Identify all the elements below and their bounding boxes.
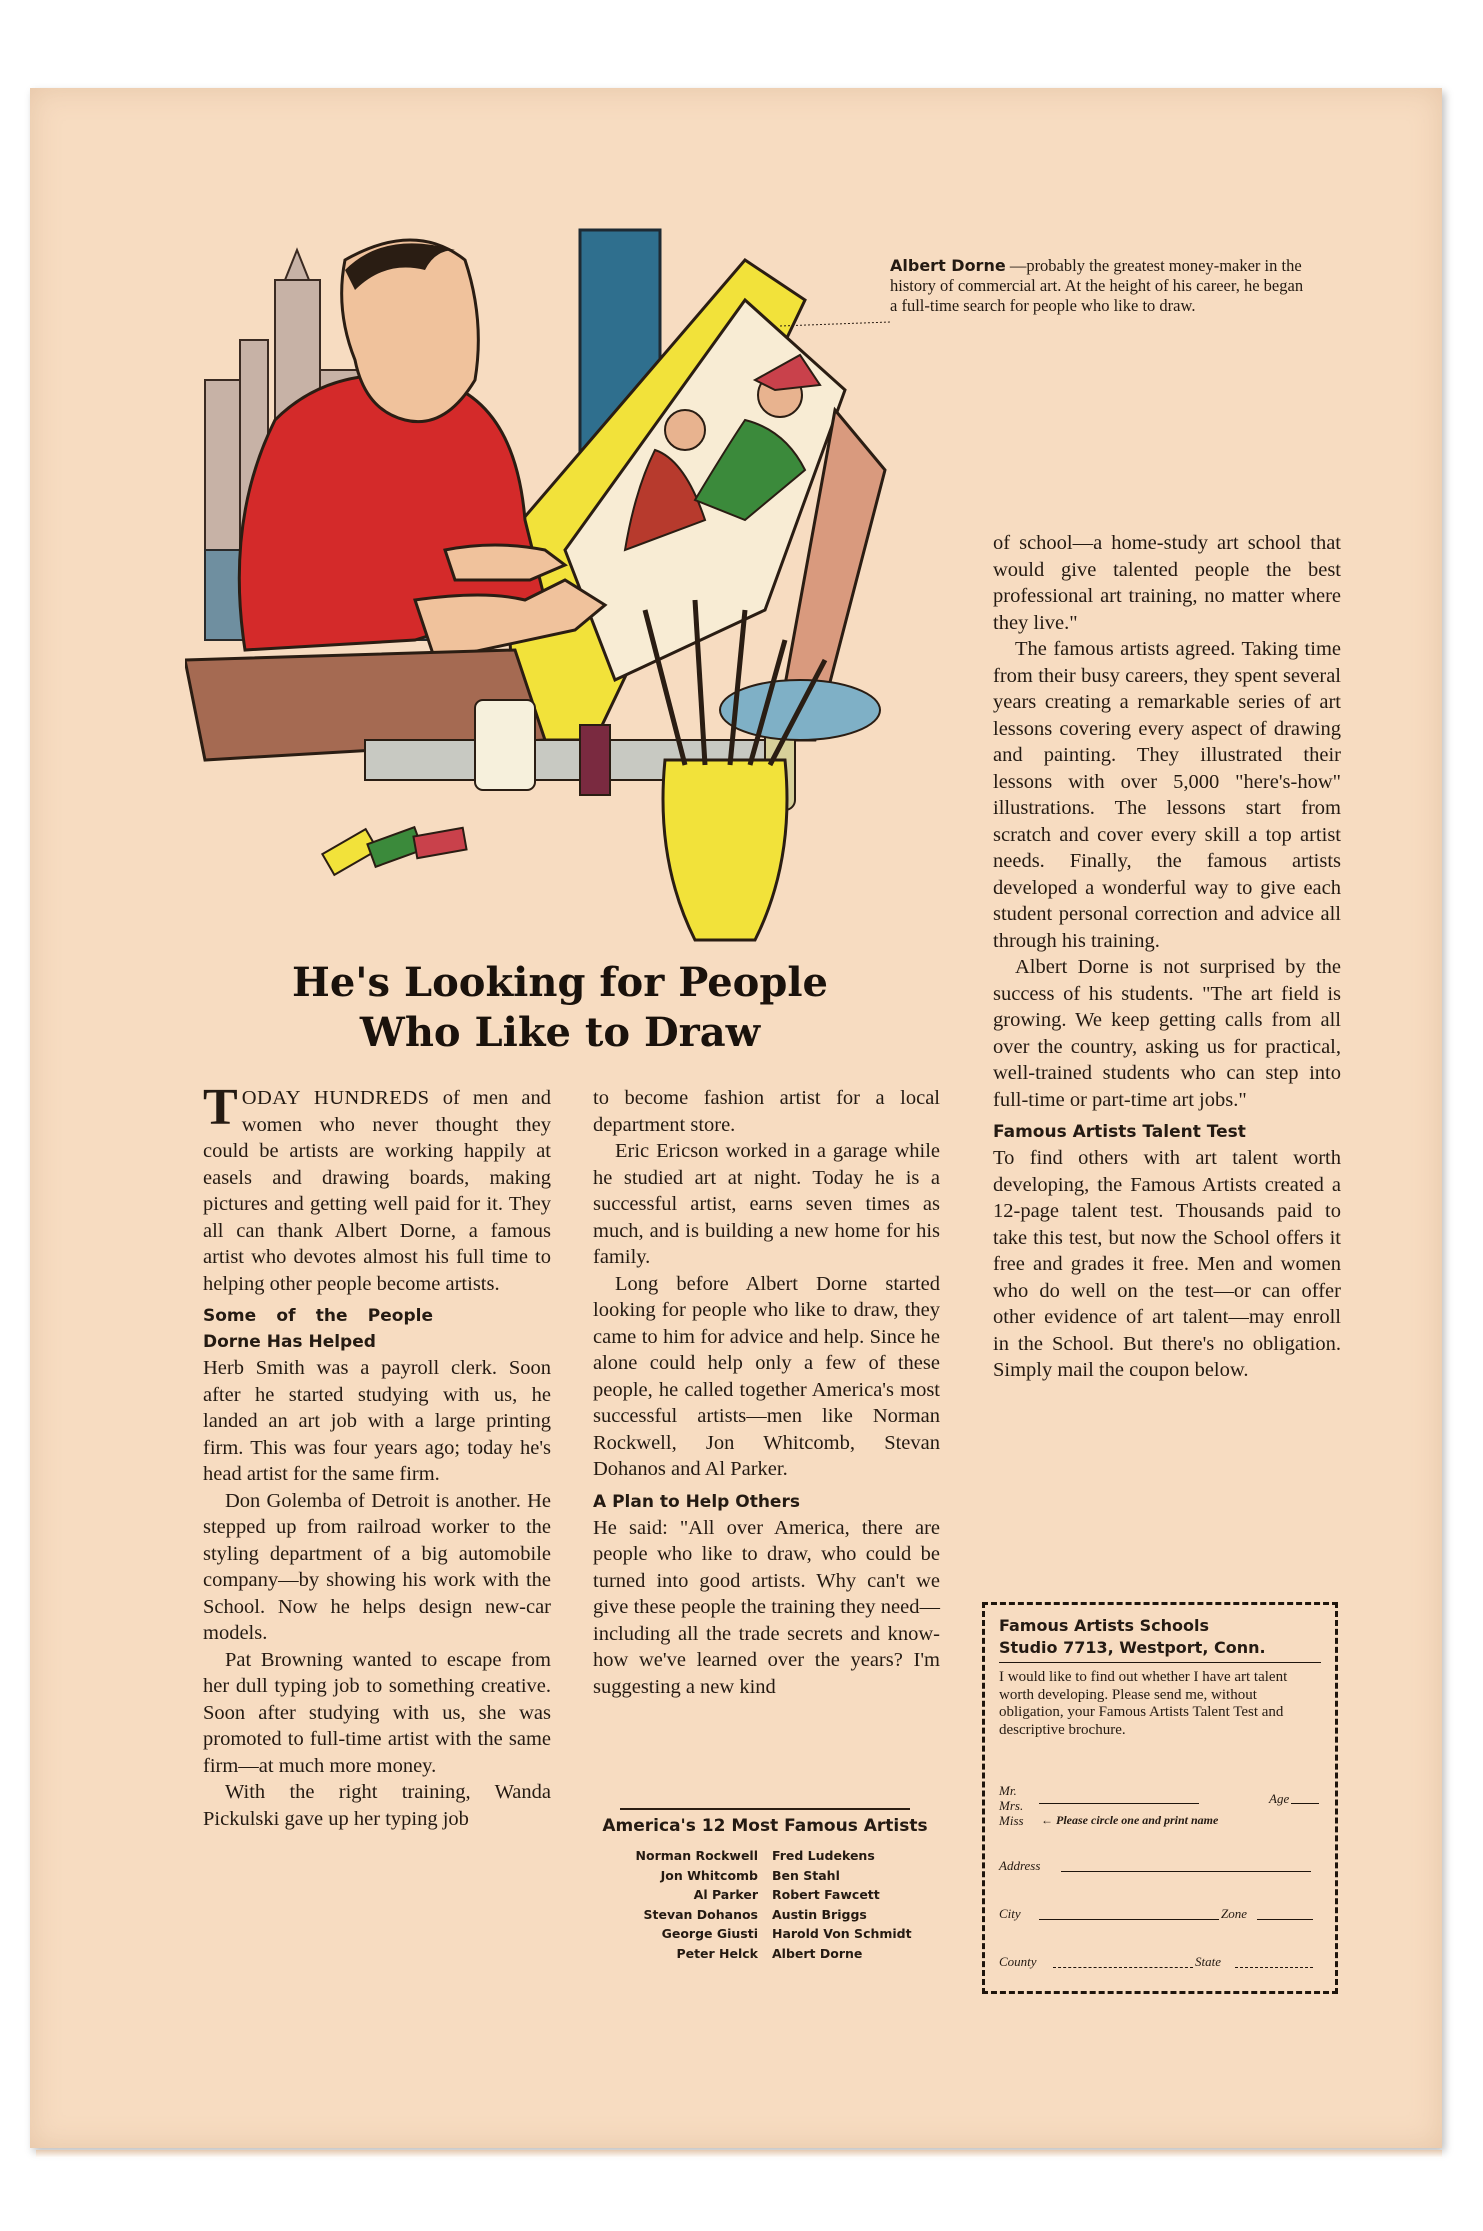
artist-name: Austin Briggs bbox=[772, 1906, 867, 1922]
artist-name: Ben Stahl bbox=[772, 1867, 840, 1883]
artists-title: America's 12 Most Famous Artists bbox=[602, 1816, 928, 1836]
headline bbox=[240, 958, 880, 1058]
artist-name: Stevan Dohanos bbox=[643, 1906, 758, 1922]
col2-paragraph-1: to become fashion artist for a local department store. bbox=[593, 1087, 940, 1136]
artist-name: Albert Dorne bbox=[772, 1945, 863, 1961]
col1-paragraph-2: Herb Smith was a payroll clerk. Soon after he started studying with us, he landed an art job with a large printing firm. This was four years ago; today he's head artist for the same firm. bbox=[203, 1357, 551, 1485]
paint-tubes bbox=[322, 827, 466, 875]
artists-rule bbox=[620, 1808, 910, 1810]
city-zone-field[interactable] bbox=[999, 1905, 1321, 1922]
subhead-talent-test: Famous Artists Talent Test bbox=[993, 1122, 1246, 1142]
col1-paragraph-3: Don Golemba of Detroit is another. He stepped up from railroad worker to the styling department of a big automobile company—by showing his work with the School. Now he helps design new-car models. bbox=[203, 1489, 551, 1644]
county-label: County bbox=[999, 1954, 1037, 1969]
col1-paragraph-1: of men and women who never thought they could be artists are working happily at easels and drawing boards, making pictures and getting well paid for it. They all can thank Albert Dorne, a famous artist who devotes almost his full time to helping other people become artists. bbox=[203, 1087, 551, 1295]
artist-name: Harold Von Schmidt bbox=[772, 1926, 912, 1941]
mail-in-coupon[interactable] bbox=[982, 1602, 1338, 1994]
col2-paragraph-4: He said: "All over America, there are people who like to draw, who could be turned into good artists. Why can't we give these people the training they need—including all the trade secrets and know-how we've learned over the years? I'm suggesting a new kind bbox=[593, 1516, 940, 1698]
photo-caption bbox=[890, 256, 1310, 316]
lead-caps: ODAY HUNDREDS bbox=[241, 1087, 430, 1109]
headline-line-2: Who Like to Draw bbox=[359, 1009, 761, 1056]
zone-line bbox=[1257, 1919, 1313, 1920]
subhead-dorne-helped: Some of the People Dorne Has Helped bbox=[203, 1306, 433, 1352]
address-field[interactable] bbox=[999, 1857, 1321, 1874]
col3-paragraph-3: Albert Dorne is not surprised by the success of his students. "The art field is growing. We keep getting calls from all over the country, asking us for practical, well-trained students who can step into full-time or part-time art jobs." bbox=[993, 956, 1341, 1111]
circle-note-text: Please circle one and print name bbox=[1056, 1813, 1219, 1827]
col2-paragraph-3: Long before Albert Dorne started looking for people who like to draw, they came to him for advice and help. Since he alone could help only a few of these people, he called together America's most successful artists—men like Norman Rockwell, Jon Whitcomb, Stevan Dohanos and Al Parker. bbox=[593, 1272, 940, 1480]
artist-name: Robert Fawcett bbox=[772, 1887, 880, 1902]
coupon-title-rule bbox=[999, 1662, 1321, 1663]
city-line bbox=[1039, 1919, 1219, 1920]
artist-name: Al Parker bbox=[693, 1887, 758, 1902]
coupon-name-field[interactable] bbox=[999, 1783, 1321, 1843]
title-mr: Mr. bbox=[999, 1783, 1017, 1798]
county-line bbox=[1053, 1967, 1193, 1968]
city-label: City bbox=[999, 1906, 1021, 1921]
artist-name: Peter Helck bbox=[676, 1945, 758, 1961]
coupon-title-address: Studio 7713, Westport, Conn. bbox=[999, 1638, 1266, 1657]
artist-name: George Giusti bbox=[661, 1926, 758, 1941]
coupon-title-school: Famous Artists Schools bbox=[999, 1616, 1209, 1635]
state-line bbox=[1235, 1967, 1313, 1968]
artists-grid bbox=[585, 1846, 945, 1963]
county-state-field[interactable] bbox=[999, 1953, 1321, 1970]
name-line bbox=[1039, 1803, 1199, 1804]
subhead-plan: A Plan to Help Others bbox=[593, 1491, 800, 1512]
drop-cap: T bbox=[203, 1079, 238, 1136]
article-column-3 bbox=[993, 530, 1341, 1384]
artist-name: Norman Rockwell bbox=[635, 1848, 758, 1863]
caption-name: Albert Dorne bbox=[890, 256, 1006, 275]
col1-paragraph-4: Pat Browning wanted to escape from her dull typing job to something creative. Soon after studying with us, she was promoted to full-time artist with the same firm—at much more money. bbox=[203, 1648, 551, 1777]
col3-paragraph-4: To find others with art talent worth developing, the Famous Artists created a 12-page talent test. Thousands paid to take this test, but now the School offers it free and grades it free. Men and women who do well on the test—or can offer other evidence of art talent—may enroll in the School. But there's no obligation. Simply mail the coupon below. bbox=[993, 1147, 1341, 1381]
famous-artists-list bbox=[585, 1808, 945, 1963]
zone-label: Zone bbox=[1221, 1906, 1247, 1921]
headline-line-1: He's Looking for People bbox=[292, 959, 828, 1006]
age-label: Age bbox=[1269, 1791, 1290, 1806]
title-miss: Miss bbox=[999, 1813, 1024, 1828]
col3-paragraph-2: The famous artists agreed. Taking time from their busy careers, they spent several years creating a remarkable series of art lessons covering every aspect of drawing and painting. They illustrated their lessons with over 5,000 "here's-how" illustrations. The lessons start from scratch and cover every skill a top artist needs. Finally, the famous artists developed a wonderful way to give each student personal correction and advice all through his training. bbox=[993, 638, 1341, 952]
col1-paragraph-5: With the right training, Wanda Pickulski gave up her typing job bbox=[203, 1781, 551, 1830]
circle-note: ← Please circle one and print name bbox=[1041, 1813, 1219, 1827]
address-line bbox=[1061, 1871, 1311, 1872]
title-mrs: Mrs. bbox=[999, 1798, 1024, 1813]
artist-name: Jon Whitcomb bbox=[660, 1867, 758, 1883]
page-shadow bbox=[36, 2150, 1442, 2158]
address-label: Address bbox=[999, 1858, 1041, 1873]
col3-paragraph-1: of school—a home-study art school that would give talented people the best professional art training, no matter where they live." bbox=[993, 532, 1341, 634]
caption-text: —probably the greatest money-maker in the history of commercial art. At the height of his career, he began a full-time search for people who like to draw. bbox=[890, 256, 1304, 315]
article-column-1 bbox=[203, 1079, 551, 1832]
article-column-2 bbox=[593, 1085, 940, 1700]
col2-paragraph-2: Eric Ericson worked in a garage while he studied art at night. Today he is a successful artist, earns seven times as much, and is building a new home for his family. bbox=[593, 1140, 940, 1268]
age-line bbox=[1291, 1803, 1319, 1804]
coupon-body: I would like to find out whether I have art talent worth developing. Please send me, without obligation, your Famous Artists Talent Test and descriptive brochure. bbox=[999, 1669, 1288, 1738]
caption-pointer-line bbox=[780, 318, 890, 330]
state-label: State bbox=[1195, 1954, 1221, 1969]
artist-name: Fred Ludekens bbox=[772, 1848, 875, 1863]
albert-dorne-illustration bbox=[185, 220, 955, 970]
